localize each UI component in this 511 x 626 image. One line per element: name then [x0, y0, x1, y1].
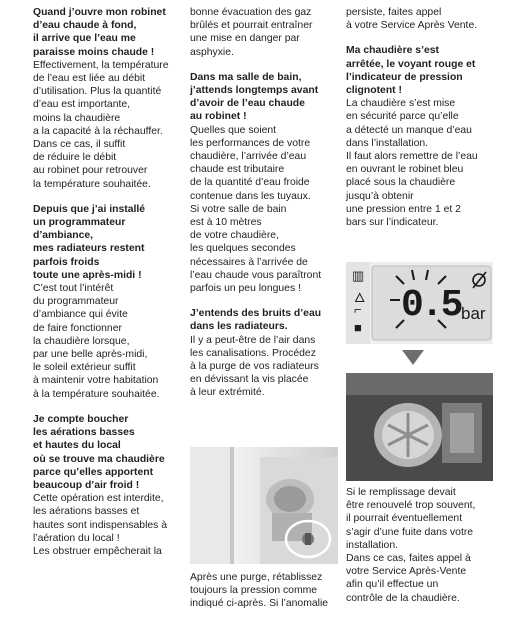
- radiator-valve-photo: [190, 447, 338, 564]
- filling-valve-photo: [346, 373, 493, 481]
- faq-question: Dans ma salle de bain, j’attends longtemps avant d’avoir de l’eau chaude au robinet !: [190, 71, 319, 123]
- faq-programmer: [33, 203, 181, 401]
- faq-answer: Cette opération est interdite, les aérations basses et hautes sont indispensables à l’aération du local ! Les obstruer empêcherait la: [33, 493, 168, 557]
- faq-ventilation: [33, 413, 181, 558]
- faq-question: Ma chaudière s’est arrêtée, le voyant rouge et l’indicateur de pression clignotent !: [346, 45, 476, 97]
- pressure-display-panel: [346, 262, 493, 344]
- valve-caption: Si le remplissage devait être renouvelé trop souvent, il pourrait éventuellement s’agir d’une fuite dans votre installation. Dans ce cas, faites appel à votre Service Après-Vente afin qu’il effectue un contrôle de la chaudière.: [346, 487, 476, 604]
- faq-question: Depuis que j’ai installé un programmateur d’ambiance, mes radiateurs restent parfois froids toute une après-midi !: [33, 203, 146, 281]
- pressure-value: 0.5: [401, 284, 461, 327]
- faq-answer: Il y a peut-être de l’air dans les canalisations. Procédez à la purge de vos radiateurs en dévissant la vis placée à leur extrémité.: [190, 334, 319, 399]
- faq-bathroom-wait: [190, 71, 338, 295]
- radiator-valve-illustration: [190, 447, 338, 564]
- radiator-mode-icon: ▥: [352, 268, 365, 283]
- faq-question: Quand j’ouvre mon robinet d’eau chaude à fond, il arrive que l’eau me paraisse moins chaude !: [33, 7, 166, 58]
- faq-answer-continued: bonne évacuation des gaz brûlés et pourrait entraîner une mise en danger par asphyxie.: [190, 7, 313, 58]
- column-left: [33, 6, 181, 570]
- faq-answer: La chaudière s’est mise en sécurité parce qu’elle a détecté un manque d’eau dans l’installation. Il faut alors remettre de l’eau en ouvrant le robinet bleu placé sous la chaudière jusqu’à obtenir une pression entre 1 et 2 bars sur l’indicateur.: [346, 98, 478, 229]
- lock-icon: ■: [354, 320, 362, 335]
- faq-hot-water-temperature: [33, 6, 181, 191]
- faq-radiator-noise: [190, 307, 338, 399]
- faq-answer: C’est tout l’intérêt du programmateur d’ambiance qui évite de faire fonctionner la chaudière lorsque, par une belle après-midi, le soleil extérieur suffit à maintenir votre habitation à la température souhaitée.: [33, 283, 160, 400]
- radiator-caption: Après une purge, rétablissez toujours la pression comme indiqué ci-après. Si l’anomalie: [190, 572, 329, 610]
- tap-icon: ⌐: [354, 302, 362, 317]
- column-right: [346, 6, 496, 241]
- faq-answer-continued: persiste, faites appel à votre Service Après Vente.: [346, 7, 478, 32]
- flame-icon: 🜂: [354, 290, 366, 305]
- pressure-unit: bar: [461, 304, 486, 323]
- faq-answer: Quelles que soient les performances de votre chaudière, l’arrivée d’eau chaude est tributaire de la quantité d’eau froide contenue dans les tuyaux. Si votre salle de bain est à 10 mètres de votre chaudière, les quelques secondes nécessaires à l’arrivée de l’eau chaude vous paraîtront parfois un peu longues !: [190, 124, 322, 295]
- column-middle: [190, 6, 338, 412]
- faq-question: J’entends des bruits d’eau dans les radiateurs.: [190, 308, 322, 333]
- filling-valve-illustration: [346, 373, 493, 481]
- faq-answer: Effectivement, la température de l’eau est liée au débit d’utilisation. Plus la quantité d’eau est importante, moins la chaudière a la capacité à la réchauffer. Dans ce cas, il suffit de réduire le débit au robinet pour retrouver la température souhaitée.: [33, 59, 169, 190]
- down-arrow-icon: [402, 350, 424, 365]
- faq-boiler-stopped: [346, 44, 496, 229]
- faq-question: Je compte boucher les aérations basses et hautes du local où se trouve ma chaudière parce qu’elles apportent beaucoup d’air froid !: [33, 413, 165, 491]
